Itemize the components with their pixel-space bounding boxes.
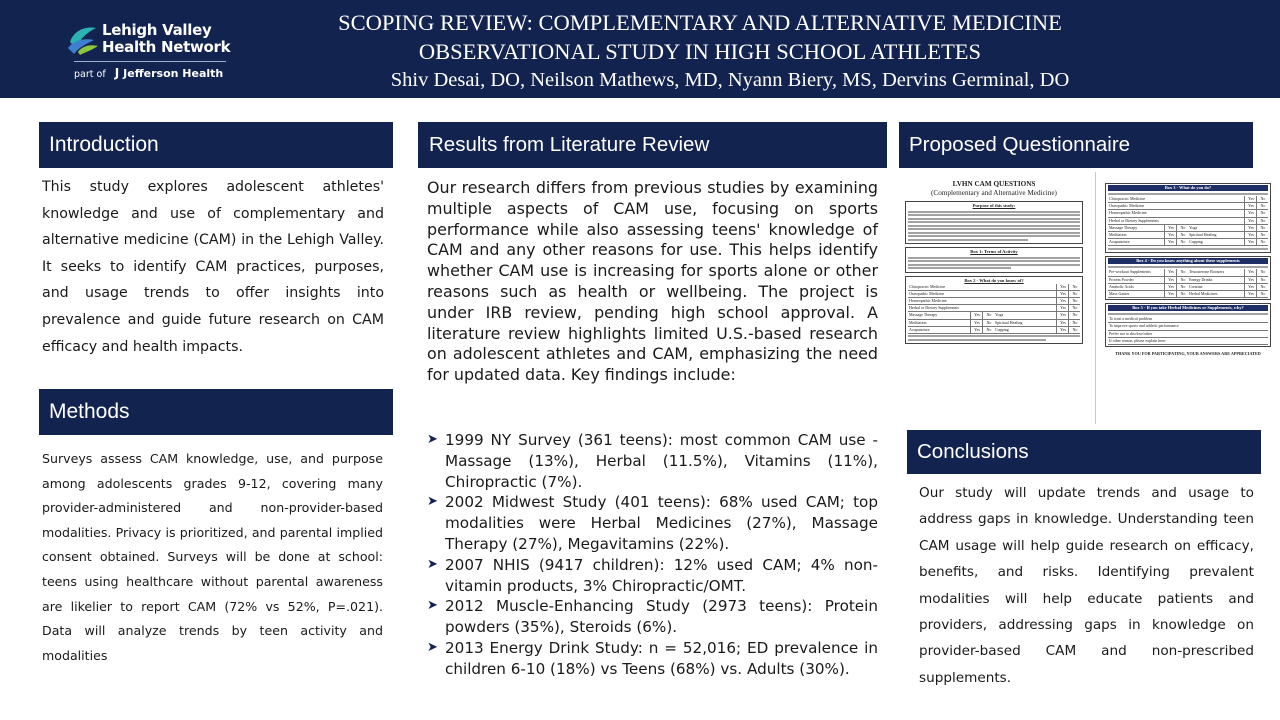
questionnaire-heading: Proposed Questionnaire <box>899 122 1253 168</box>
logo-divider <box>74 61 226 62</box>
finding-text: 2007 NHIS (9417 children): 12% used CAM; 4% non-vitamin products, 3% Chiropractic/OMT. <box>445 555 878 595</box>
purpose-heading: Purpose of this study: <box>972 203 1016 208</box>
logo-partner-text: Jefferson Health <box>123 67 224 80</box>
terms-box <box>905 247 1083 273</box>
finding-item <box>427 596 878 638</box>
arrow-bullet-icon: ➤ <box>427 494 438 510</box>
supplements-heading: Box 4 - Do you know anything about these supplements <box>1108 258 1268 264</box>
key-findings-list <box>427 430 878 680</box>
form-page-divider <box>1095 172 1096 424</box>
arrow-bullet-icon: ➤ <box>427 598 438 614</box>
finding-item <box>427 492 878 554</box>
logo-partner-line <box>74 66 223 80</box>
arrow-bullet-icon: ➤ <box>427 639 438 655</box>
finding-item <box>427 555 878 597</box>
introduction-text: This study explores adolescent athletes' knowledge and use of complementary and alternative medicine (CAM) in the Lehigh Valley. It seeks to identify CAM practices, purposes, and usage trends to offer insights into prevalence and guide future research on CAM efficacy and health impacts. <box>42 179 384 355</box>
conclusions-heading: Conclusions <box>907 430 1261 474</box>
reasons-box: Box 5 - If you take Herbal Medicines or Supplements, why? To treat a medical problem To improve sports and athletic performance Prefer not to disclose/other If other reason, please explain here: <box>1105 303 1271 347</box>
poster-authors: Shiv Desai, DO, Neilson Mathews, MD, Nyann Biery, MS, Dervins Germinal, DO <box>390 69 1070 91</box>
methods-text: Surveys assess CAM knowledge, use, and purpose among adolescents grades 9-12, covering many provider-administered and non-provider-based modalities. Privacy is prioritized, and parental implied consent obtained. Surveys will be done at school: teens using healthcare without parental awareness are likelier to report CAM (72% vs 52%, P=.021). Data will analyze trends by teen activity and modalities <box>42 451 383 663</box>
logo-partof-text: part of <box>74 69 106 80</box>
questionnaire-image <box>899 172 1276 424</box>
logo-text-line1: Lehigh Valley <box>102 21 212 39</box>
know-heading: Box 2 - What do you know of? <box>964 277 1024 283</box>
results-text: Our research differs from previous studies by examining multiple aspects of CAM use, focusing on sports performance while also assessing teens' knowledge of CAM and any other reasons for use. This helps identify whether CAM use is increasing for sports alone or other reasons such as health or wellbeing. The project is under IRB review, pending high school approval. A literature review highlights limited U.S.-based research on adolescent athletes and CAM, emphasizing the need for updated data. Key findings include: <box>427 178 878 385</box>
terms-heading: Box 1: Terms of Activity <box>970 249 1018 254</box>
supplements-box: Box 4 - Do you know anything about these supplements Pre-workout Supplements Yes No Testosterone Boosters Yes No Protein Powder Yes No Energy Drinks Yes No Anabolic Acids Yes No Creatine Yes No Mass Gainer Yes No Herbal Medicines Yes No <box>1105 256 1271 300</box>
poster-title-line1: SCOPING REVIEW: COMPLEMENTARY AND ALTERNATIVE MEDICINE <box>338 10 1062 35</box>
arrow-bullet-icon: ➤ <box>427 432 438 447</box>
form-title: LVHN CAM QUESTIONS <box>952 180 1036 188</box>
know-box: Box 2 - What do you know of? Chiropractic Medicine Yes No Osteopathic Medicine Yes No Homeopathic Medicine Yes No Herbal or Dietary Supplements Yes No Massage Therapy Yes No Yoga Yes No Meditation Yes No Spiritual Healing Yes No Acupuncture Yes No Cupping Yes No <box>905 276 1083 345</box>
jefferson-mark-icon: J <box>114 66 120 80</box>
logo-text-line2: Health Network <box>102 38 231 56</box>
conclusions-text: Our study will update trends and usage to address gaps in knowledge. Understanding teen CAM usage will help guide research on efficacy, benefits, and risks. Identifying prevalent modalities will help educate patients and providers, addressing gaps in knowledge on provider-based CAM and non-prescribed supplements. <box>919 485 1254 686</box>
poster-title-line2: OBSERVATIONAL STUDY IN HIGH SCHOOL ATHLETES <box>418 39 982 64</box>
finding-item <box>427 638 878 680</box>
purpose-box <box>905 201 1083 244</box>
finding-text: 2013 Energy Drink Study: n = 52,016; ED prevalence in children 6-10 (18%) vs Teens (68%) vs. Adults (30%). <box>445 638 878 678</box>
arrow-bullet-icon: ➤ <box>427 556 438 572</box>
do-box: Box 3 - What do you do? Chiropractic Medicine Yes No Osteopathic Medicine Yes No Homeopathic Medicine Yes No Herbal or Dietary Supplements Yes No Massage Therapy Yes No Yoga Yes No Meditation Yes No Spiritual Healing Yes No Acupuncture Yes No Cupping Yes No <box>1105 183 1271 253</box>
finding-text: 1999 NY Survey (361 teens): most common CAM use - Massage (13%), Herbal (11.5%), Vitamins (11%), Chiropractic (7%). <box>445 431 878 491</box>
methods-heading: Methods <box>39 389 393 435</box>
poster-title <box>300 8 1100 66</box>
finding-text: 2002 Midwest Study (401 teens): 68% used CAM; top modalities were Herbal Medicines (27%), Massage Therapy (27%), Megavitamins (22%). <box>445 493 878 553</box>
form-thanks: THANK YOU FOR PARTICIPATING, YOUR ANSWERS ARE APPRECIATED <box>1115 351 1261 357</box>
introduction-heading: Introduction <box>39 122 393 168</box>
results-heading: Results from Literature Review <box>418 122 887 168</box>
form-subtitle: (Complementary and Alternative Medicine) <box>931 189 1057 197</box>
finding-item <box>427 430 878 492</box>
questionnaire-page-left <box>905 180 1083 344</box>
do-heading: Box 3 - What do you do? <box>1108 185 1268 191</box>
poster-header <box>0 0 1280 98</box>
questionnaire-page-right <box>1105 180 1271 356</box>
reasons-heading: Box 5 - If you take Herbal Medicines or Supplements, why? <box>1108 305 1268 311</box>
lvhn-leaf-icon <box>66 24 100 56</box>
lvhn-logo <box>66 20 236 82</box>
finding-text: 2012 Muscle-Enhancing Study (2973 teens): Protein powders (35%), Steroids (6%). <box>445 597 878 637</box>
